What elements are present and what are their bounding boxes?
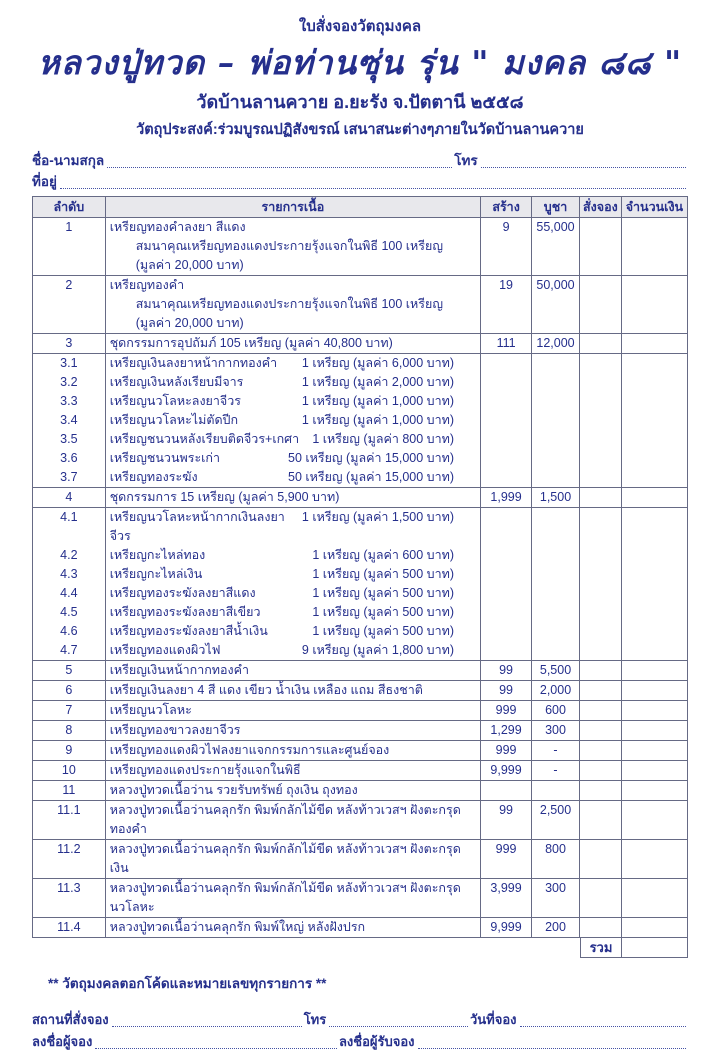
price-cell [532,392,580,411]
price-value: 300 [532,720,580,740]
made-value: 999 [481,700,532,720]
item-name: เหรียญทองระฆังลงยาสีเขียว [109,604,261,619]
row-item [105,565,480,584]
col-header-amount: จำนวนเงิน [621,196,687,217]
table-header-row [33,196,688,217]
price-value: 55,000 [532,217,580,275]
item-note: สมนาคุณเหรียญทองแดงประกายรุ้งแจกในพิธี 100 เหรียญ (มูลค่า 20,000 บาท) [135,296,443,330]
amount-cell[interactable] [621,449,687,468]
amount-cell[interactable] [621,217,687,275]
row-item [105,780,480,800]
price-value: 2,000 [532,680,580,700]
table-row [33,468,688,488]
col-header-price: บูชา [532,196,580,217]
row-item [105,603,480,622]
amount-cell[interactable] [621,839,687,878]
row-no: 4.2 [33,546,106,565]
item-qty: 1 เหรียญ (มูลค่า 2,000 บาท) [301,374,455,389]
place-input-line[interactable] [112,1013,302,1027]
price-cell [532,411,580,430]
made-cell [481,353,532,373]
row-no: 11.2 [33,839,106,878]
row-no: 4.4 [33,584,106,603]
made-value: 99 [481,680,532,700]
row-no: 11.4 [33,917,106,937]
price-cell [532,507,580,546]
item-qty: 1 เหรียญ (มูลค่า 1,500 บาท) [301,509,455,524]
row-item [105,546,480,565]
address-input-line[interactable] [60,175,686,189]
row-item [105,449,480,468]
row-item [105,430,480,449]
table-row [33,878,688,917]
row-no: 3.5 [33,430,106,449]
row-item [105,740,480,760]
made-cell [481,392,532,411]
item-name: เหรียญนวโลหะหน้ากากเงินลงยาจีวร [109,509,285,543]
order-table [32,196,688,938]
order-cell[interactable] [579,641,621,661]
item-qty: 1 เหรียญ (มูลค่า 500 บาท) [312,623,455,638]
row-no: 4 [33,487,106,507]
amount-cell[interactable] [621,680,687,700]
order-cell[interactable] [579,373,621,392]
row-item [105,353,480,373]
row-no: 4.5 [33,603,106,622]
table-row [33,917,688,937]
row-no: 1 [33,217,106,275]
made-value: 99 [481,800,532,839]
row-item [105,660,480,680]
price-value: 5,500 [532,660,580,680]
item-name: เหรียญทองระฆังลงยาสีแดง [109,585,256,600]
order-cell[interactable] [579,468,621,488]
order-cell[interactable] [579,660,621,680]
price-cell [532,353,580,373]
made-cell [481,430,532,449]
table-row [33,411,688,430]
row-no: 6 [33,680,106,700]
row-no: 2 [33,275,106,333]
item-name: เหรียญทองระฆังลงยาสีน้ำเงิน [109,623,268,638]
order-cell[interactable] [579,449,621,468]
receiver-sign-line[interactable] [418,1035,686,1049]
amount-cell[interactable] [621,622,687,641]
row-item [105,411,480,430]
made-cell [481,641,532,661]
amount-cell[interactable] [621,333,687,353]
note-line: ** วัตถุมงคลตอกโค้ดและหมายเลขทุกรายการ ** [48,975,327,991]
item-name: เหรียญเงินหลังเรียบมีจาร [109,374,244,389]
row-item [105,720,480,740]
receiver-sign-label: ลงชื่อผู้รับจอง [338,1033,415,1049]
price-cell [532,584,580,603]
amount-cell[interactable] [621,373,687,392]
amount-cell[interactable] [621,275,687,333]
item-qty: 1 เหรียญ (มูลค่า 500 บาท) [312,566,455,581]
table-row [33,584,688,603]
price-value: 200 [532,917,580,937]
item-name: เหรียญนวโลหะ [109,702,192,717]
made-value: 19 [481,275,532,333]
row-item [105,917,480,937]
table-row [33,720,688,740]
item-qty: 1 เหรียญ (มูลค่า 800 บาท) [312,431,455,446]
order-cell[interactable] [579,411,621,430]
amount-cell[interactable] [621,780,687,800]
table-row [33,507,688,546]
item-qty: 1 เหรียญ (มูลค่า 500 บาท) [312,604,455,619]
item-name: เหรียญทองแดงผิวไฟ [109,642,221,657]
total-row [32,937,688,958]
amount-cell[interactable] [621,700,687,720]
order-cell[interactable] [579,839,621,878]
order-place-row [32,1008,688,1030]
price-cell [532,449,580,468]
item-name: เหรียญกะไหล่ทอง [109,547,206,562]
total-label: รวม [580,937,622,958]
row-no: 4.7 [33,641,106,661]
item-name: หลวงปู่ทวดเนื้อว่าน รวยรับทรัพย์ ถุงเงิน ถุงทอง [109,782,358,797]
table-row [33,487,688,507]
table-row [33,800,688,839]
item-name: เหรียญทองระฆัง [109,469,198,484]
made-value: 99 [481,660,532,680]
item-name: หลวงปู่ทวดเนื้อว่านคลุกรัก พิมพ์ใหญ่ หลังฝังปรก [109,919,366,934]
order-cell[interactable] [579,392,621,411]
order-cell[interactable] [579,622,621,641]
col-header-item: รายการเนื้อ [105,196,480,217]
table-row [33,622,688,641]
order-cell[interactable] [579,917,621,937]
row-item [105,333,480,353]
table-row [33,373,688,392]
address-label: ที่อยู่ [32,173,57,189]
price-value: 600 [532,700,580,720]
table-row [33,546,688,565]
amount-cell[interactable] [621,507,687,546]
item-qty: 1 เหรียญ (มูลค่า 6,000 บาท) [301,355,455,370]
amount-cell[interactable] [621,878,687,917]
made-value: 999 [481,839,532,878]
table-row [33,839,688,878]
order-cell[interactable] [579,760,621,780]
table-row [33,603,688,622]
orderer-sign-label: ลงชื่อผู้จอง [32,1033,93,1049]
row-item [105,700,480,720]
item-name: เหรียญทองคำลงยา สีแดง [109,219,246,234]
row-item [105,275,480,333]
row-item [105,878,480,917]
row-no: 4.3 [33,565,106,584]
phone-label: โทร [454,152,478,168]
table-row [33,565,688,584]
place-label: สถานที่สั่งจอง [32,1011,109,1027]
item-qty: 1 เหรียญ (มูลค่า 500 บาท) [312,585,455,600]
form-title: ใบสั่งจองวัตถุมงคล [298,18,422,35]
item-name: หลวงปู่ทวดเนื้อว่านคลุกรัก พิมพ์กลักไม้ขีด หลังท้าวเวสฯ ฝังตะกรุดนวโลหะ [109,880,461,914]
item-qty: 50 เหรียญ (มูลค่า 15,000 บาท) [288,469,455,484]
amount-cell[interactable] [621,603,687,622]
row-item [105,839,480,878]
price-value: 12,000 [532,333,580,353]
row-no: 11 [33,780,106,800]
order-cell[interactable] [579,565,621,584]
order-cell[interactable] [579,584,621,603]
amount-cell[interactable] [621,411,687,430]
amount-cell[interactable] [621,760,687,780]
item-name: เหรียญทองแดงประกายรุ้งแจกในพิธี [109,762,301,777]
item-qty: 1 เหรียญ (มูลค่า 600 บาท) [312,547,455,562]
amount-cell[interactable] [621,641,687,661]
row-item [105,584,480,603]
footer-phone-input-line[interactable] [329,1013,468,1027]
price-cell [532,641,580,661]
price-value: - [532,740,580,760]
item-name: เหรียญทองแดงผิวไฟลงยาแจกกรรมการและศูนย์จอง [109,742,390,757]
order-cell[interactable] [579,487,621,507]
made-value: 9,999 [481,760,532,780]
row-no: 11.3 [33,878,106,917]
item-note: สมนาคุณเหรียญทองแดงประกายรุ้งแจกในพิธี 100 เหรียญ (มูลค่า 20,000 บาท) [135,238,443,272]
table-row [33,641,688,661]
amount-cell[interactable] [621,660,687,680]
row-no: 11.1 [33,800,106,839]
name-input-line[interactable] [107,154,452,168]
col-header-order: สั่งจอง [579,196,621,217]
made-cell [481,546,532,565]
order-cell[interactable] [579,546,621,565]
table-row [33,680,688,700]
price-cell [532,373,580,392]
item-name: ชุดกรรมการอุปถัมภ์ 105 เหรียญ (มูลค่า 40,800 บาท) [109,335,393,350]
made-cell [481,449,532,468]
table-row [33,275,688,333]
customer-address-row [32,171,688,192]
order-cell[interactable] [579,740,621,760]
table-row [33,353,688,373]
price-cell [532,430,580,449]
price-cell [532,565,580,584]
row-no: 5 [33,660,106,680]
made-value: 1,299 [481,720,532,740]
order-cell[interactable] [579,780,621,800]
row-item [105,487,480,507]
price-value [532,780,580,800]
item-name: หลวงปู่ทวดเนื้อว่านคลุกรัก พิมพ์กลักไม้ขีด หลังท้าวเวสฯ ฝังตะกรุดทองคำ [109,802,461,836]
price-value: 300 [532,878,580,917]
order-cell[interactable] [579,353,621,373]
order-cell[interactable] [579,680,621,700]
made-value: 999 [481,740,532,760]
row-no: 3 [33,333,106,353]
table-row [33,740,688,760]
total-amount-cell[interactable] [622,937,688,958]
item-name: เหรียญกะไหล่เงิน [109,566,203,581]
amount-cell[interactable] [621,565,687,584]
row-no: 3.4 [33,411,106,430]
item-name: เหรียญนวโลหะลงยาจีวร [109,393,241,408]
price-cell [532,622,580,641]
row-no: 3.1 [33,353,106,373]
amount-cell[interactable] [621,917,687,937]
col-header-no: ลำดับ [33,196,106,217]
row-no: 3.3 [33,392,106,411]
made-value: 1,999 [481,487,532,507]
table-row [33,430,688,449]
item-name: เหรียญทองขาวลงยาจีวร [109,722,241,737]
made-cell [481,622,532,641]
table-row [33,700,688,720]
page-title: หลวงปู่ทวด – พ่อท่านซุ่น รุ่น " มงคล ๘๘ " [37,43,683,82]
order-cell[interactable] [579,217,621,275]
made-cell [481,468,532,488]
item-qty: 1 เหรียญ (มูลค่า 1,000 บาท) [301,412,455,427]
order-cell[interactable] [579,700,621,720]
row-item [105,217,480,275]
order-cell[interactable] [579,800,621,839]
row-item [105,760,480,780]
item-name: เหรียญเงินหน้ากากทองคำ [109,662,250,677]
price-value: - [532,760,580,780]
row-item [105,800,480,839]
item-name: เหรียญทองคำ [109,277,185,292]
order-cell[interactable] [579,507,621,546]
footer-phone-label: โทร [303,1011,327,1027]
row-no: 4.6 [33,622,106,641]
row-no: 10 [33,760,106,780]
row-no: 7 [33,700,106,720]
date-label: วันที่จอง [469,1011,517,1027]
row-no: 9 [33,740,106,760]
made-cell [481,373,532,392]
table-row [33,449,688,468]
order-cell[interactable] [579,878,621,917]
row-item [105,468,480,488]
price-cell [532,468,580,488]
item-qty: 50 เหรียญ (มูลค่า 15,000 บาท) [288,450,455,465]
made-cell [481,411,532,430]
price-value: 1,500 [532,487,580,507]
amount-cell[interactable] [621,392,687,411]
order-cell[interactable] [579,430,621,449]
amount-cell[interactable] [621,720,687,740]
row-no: 3.6 [33,449,106,468]
item-qty: 9 เหรียญ (มูลค่า 1,800 บาท) [301,642,455,657]
table-row [33,217,688,275]
made-value: 3,999 [481,878,532,917]
row-no: 3.7 [33,468,106,488]
item-name: เหรียญเงินลงยา 4 สี แดง เขียว น้ำเงิน เหลือง แถม สีธงชาติ [109,682,423,697]
item-name: เหรียญเงินลงยาหน้ากากทองคำ [109,355,278,370]
made-cell [481,584,532,603]
purpose-line: วัตถุประสงค์:ร่วมบูรณปฏิสังขรณ์ เสนาสนะต่างๆภายในวัดบ้านลานควาย [136,121,584,138]
price-value: 800 [532,839,580,878]
amount-cell[interactable] [621,800,687,839]
order-cell[interactable] [579,333,621,353]
phone-input-line[interactable] [481,154,686,168]
made-value: 9 [481,217,532,275]
row-no: 4.1 [33,507,106,546]
row-no: 3.2 [33,373,106,392]
made-cell [481,603,532,622]
temple-line: วัดบ้านลานควาย อ.ยะรัง จ.ปัตตานี ๒๕๕๘ [196,91,524,112]
order-cell[interactable] [579,603,621,622]
row-item [105,680,480,700]
amount-cell[interactable] [621,740,687,760]
amount-cell[interactable] [621,430,687,449]
name-label: ชื่อ-นามสกุล [32,152,105,168]
amount-cell[interactable] [621,546,687,565]
amount-cell[interactable] [621,468,687,488]
row-item [105,507,480,546]
row-item [105,641,480,661]
amount-cell[interactable] [621,584,687,603]
order-cell[interactable] [579,720,621,740]
price-cell [532,546,580,565]
order-cell[interactable] [579,275,621,333]
item-name: ชุดกรรมการ 15 เหรียญ (มูลค่า 5,900 บาท) [109,489,340,504]
made-value: 111 [481,333,532,353]
item-name: เหรียญชนวนหลังเรียบติดจีวร+เกศา [109,431,300,446]
made-value [481,780,532,800]
table-row [33,760,688,780]
table-row [33,333,688,353]
col-header-made: สร้าง [481,196,532,217]
item-name: หลวงปู่ทวดเนื้อว่านคลุกรัก พิมพ์กลักไม้ขีด หลังท้าวเวสฯ ฝังตะกรุดเงิน [109,841,461,875]
row-no: 8 [33,720,106,740]
made-cell [481,565,532,584]
table-row [33,392,688,411]
footer-block [32,1008,688,1052]
row-item [105,392,480,411]
signature-row [32,1030,688,1052]
customer-name-row [32,150,688,171]
table-row [33,660,688,680]
item-name: เหรียญชนวนพระเก่า [109,450,221,465]
made-value: 9,999 [481,917,532,937]
table-row [33,780,688,800]
item-qty: 1 เหรียญ (มูลค่า 1,000 บาท) [301,393,455,408]
made-cell [481,507,532,546]
row-item [105,373,480,392]
amount-cell[interactable] [621,353,687,373]
price-value: 50,000 [532,275,580,333]
date-input-line[interactable] [520,1013,686,1027]
row-item [105,622,480,641]
item-name: เหรียญนวโลหะไม่ตัดปีก [109,412,239,427]
orderer-sign-line[interactable] [95,1035,337,1049]
price-cell [532,603,580,622]
price-value: 2,500 [532,800,580,839]
amount-cell[interactable] [621,487,687,507]
